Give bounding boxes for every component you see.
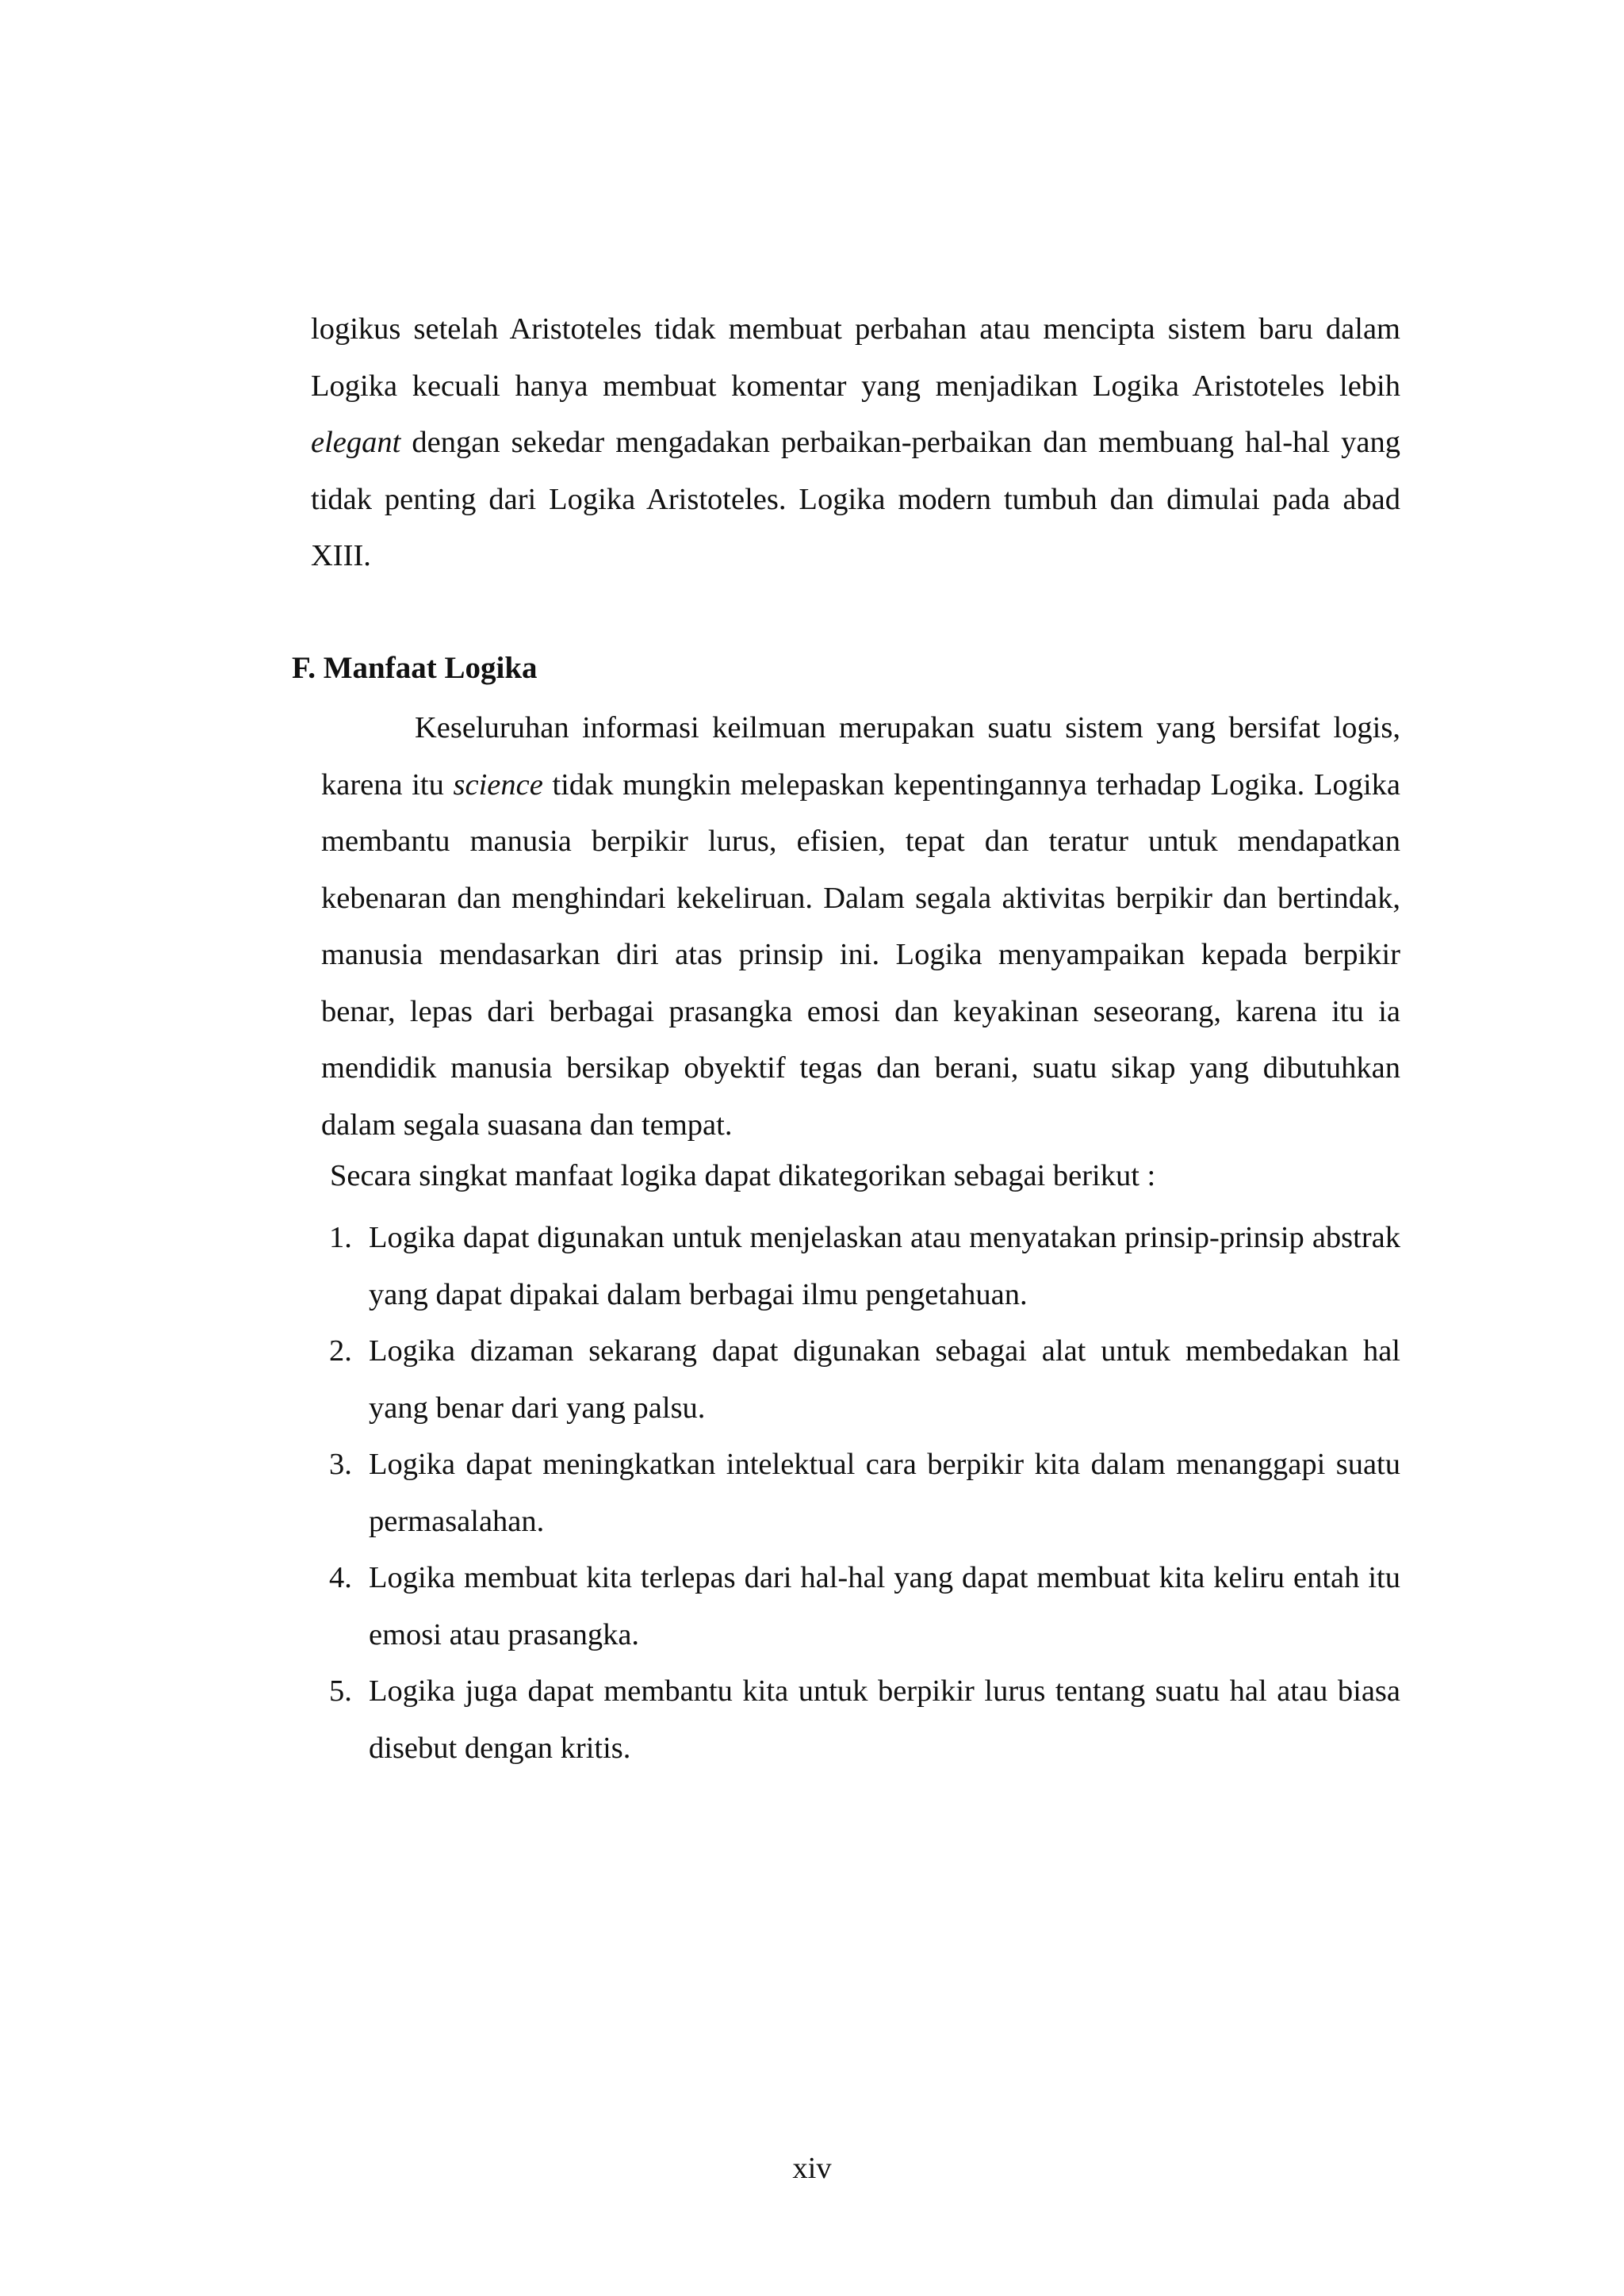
- list-item: [321, 1550, 1400, 1663]
- summary-line: Secara singkat manfaat logika dapat dikategorikan sebagai berikut :: [330, 1159, 1156, 1192]
- list-item: [321, 1663, 1400, 1777]
- section-italic-term: science: [453, 767, 543, 802]
- list-item: [321, 1323, 1400, 1437]
- list-item-text: Logika juga dapat membantu kita untuk berpikir lurus tentang suatu hal atau biasa disebut dengan kritis.: [369, 1674, 1400, 1765]
- list-item: [321, 1210, 1400, 1323]
- list-item-number: 1.: [329, 1221, 352, 1254]
- intro-italic-term: elegant: [311, 426, 401, 459]
- section-text-2: tidak mungkin melepaskan kepentingannya terhadap Logika. Logika membantu manusia berpikir lurus, efisien, tepat dan teratur untuk mendapatkan kebenaran dan menghindari kekeliruan. Dalam segala aktivitas berpikir dan bertindak, manusia mendasarkan diri atas prinsip ini. Logika menyampaikan kepada berpikir benar, lepas dari berbagai prasangka emosi dan keyakinan seseorang, karena itu ia mendidik manusia bersikap obyektif tegas dan berani, suatu sikap yang dibutuhkan dalam segala suasana dan tempat.: [321, 767, 1400, 1142]
- intro-text-2: dengan sekedar mengadakan perbaikan-perbaikan dan membuang hal-hal yang tidak penting dari Logika Aristoteles. Logika modern tumbuh dan dimulai pada abad XIII.: [311, 426, 1400, 572]
- intro-text-1: logikus setelah Aristoteles tidak membuat perbahan atau mencipta sistem baru dalam Logika kecuali hanya membuat komentar yang menjadikan Logika Aristoteles lebih: [311, 312, 1400, 403]
- list-item-number: 2.: [329, 1334, 352, 1368]
- list-item-number: 5.: [329, 1674, 352, 1708]
- page-number: xiv: [792, 2152, 832, 2185]
- list-item-text: Logika membuat kita terlepas dari hal-hal yang dapat membuat kita keliru entah itu emosi atau prasangka.: [369, 1561, 1400, 1651]
- benefits-list: [321, 1210, 1400, 1777]
- list-item-text: Logika dizaman sekarang dapat digunakan sebagai alat untuk membedakan hal yang benar dari yang palsu.: [369, 1334, 1400, 1425]
- intro-paragraph: [311, 301, 1400, 585]
- list-item-text: Logika dapat digunakan untuk menjelaskan atau menyatakan prinsip-prinsip abstrak yang dapat dipakai dalam berbagai ilmu pengetahuan.: [369, 1221, 1400, 1311]
- list-item: [321, 1437, 1400, 1550]
- list-item-text: Logika dapat meningkatkan intelektual cara berpikir kita dalam menanggapi suatu permasalahan.: [369, 1448, 1400, 1538]
- section-heading: F. Manfaat Logika: [292, 651, 538, 685]
- list-item-number: 3.: [329, 1448, 352, 1481]
- section-text-1: Keseluruhan informasi keilmuan merupakan suatu sistem yang bersifat logis, karena itu: [321, 711, 1400, 802]
- section-paragraph: [321, 700, 1400, 1154]
- list-item-number: 4.: [329, 1561, 352, 1594]
